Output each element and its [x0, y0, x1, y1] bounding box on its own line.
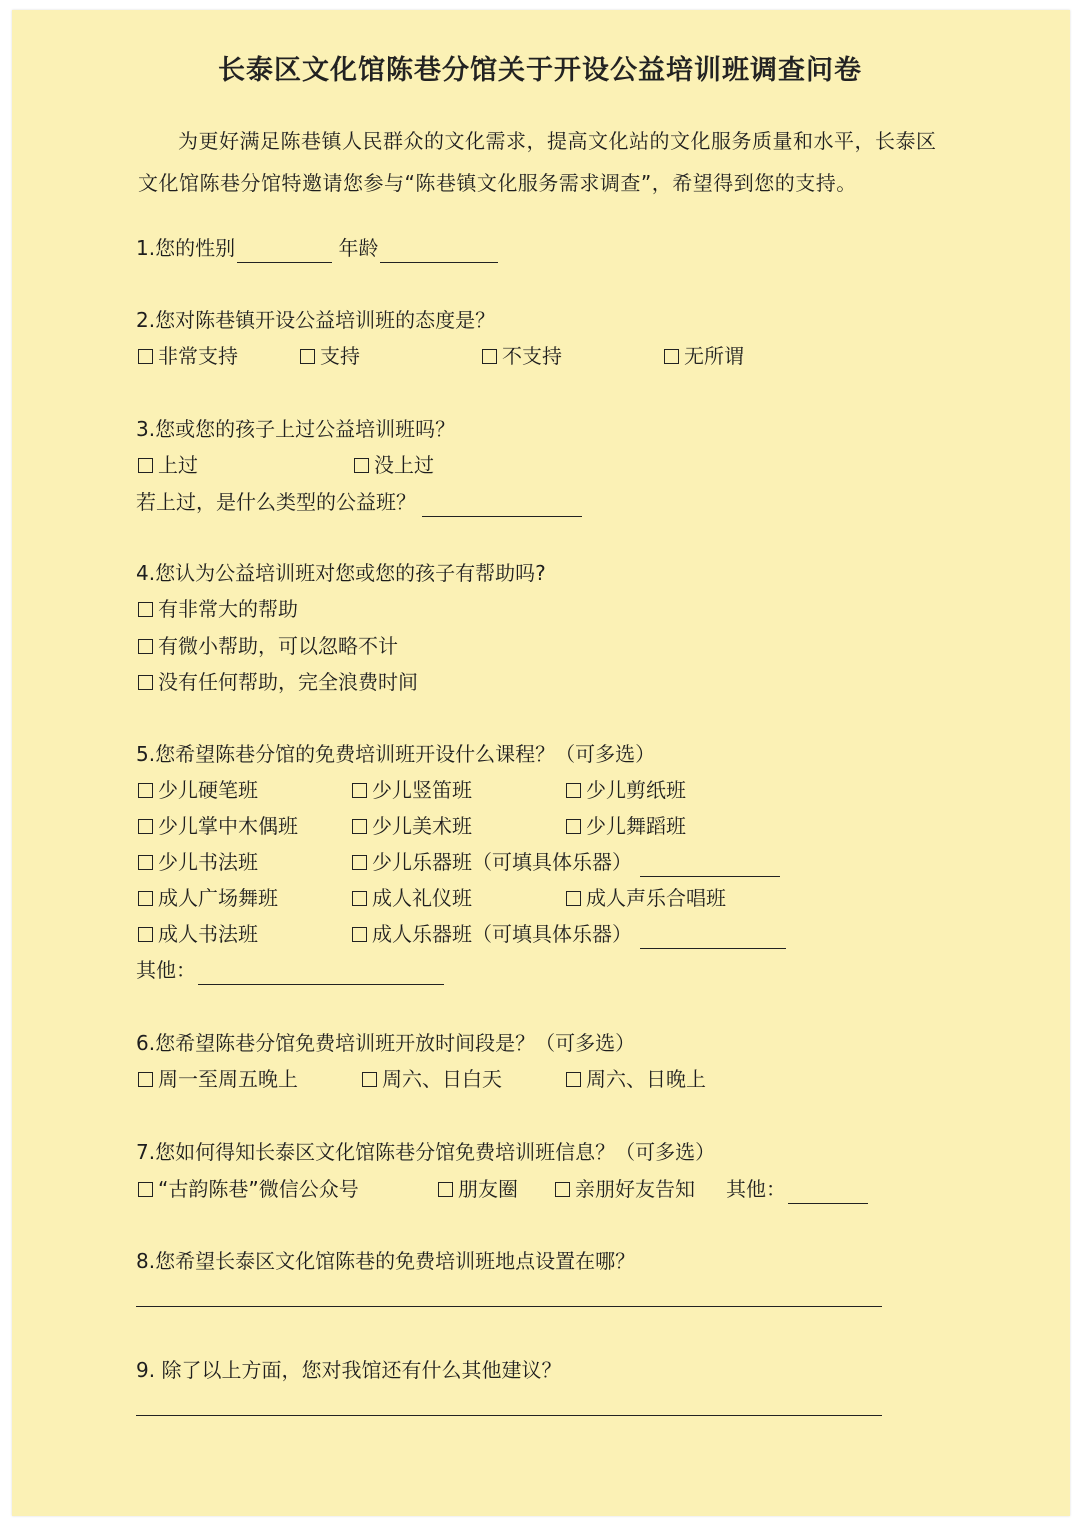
question-5-label: 5.您希望陈巷分馆的免费培训班开设什么课程？（可多选）	[136, 742, 656, 766]
q5-other-blank[interactable]	[198, 962, 444, 985]
checkbox[interactable]	[138, 1182, 153, 1197]
class-type-blank[interactable]	[422, 494, 582, 517]
checkbox[interactable]	[482, 349, 497, 364]
question-4-label: 4.您认为公益培训班对您或您的孩子有帮助吗?	[136, 561, 546, 585]
q2-option[interactable]: 支持	[300, 341, 360, 371]
checkbox[interactable]	[362, 1072, 377, 1087]
q7-option[interactable]: “古韵陈巷”微信公众号	[138, 1174, 359, 1204]
checkbox[interactable]	[438, 1182, 453, 1197]
checkbox[interactable]	[138, 458, 153, 473]
checkbox[interactable]	[352, 927, 367, 942]
checkbox[interactable]	[352, 783, 367, 798]
question-3-label: 3.您或您的孩子上过公益培训班吗？	[136, 417, 456, 441]
q3-option[interactable]: 上过	[138, 450, 198, 480]
q5-option[interactable]: 少儿硬笔班	[138, 775, 258, 805]
checkbox[interactable]	[138, 602, 153, 617]
q5-option[interactable]: 成人声乐合唱班	[566, 883, 726, 913]
checkbox[interactable]	[352, 891, 367, 906]
checkbox[interactable]	[138, 783, 153, 798]
q4-option[interactable]: 有非常大的帮助	[138, 594, 298, 624]
q4-option[interactable]: 有微小帮助，可以忽略不计	[138, 631, 398, 661]
checkbox[interactable]	[138, 349, 153, 364]
q6-option[interactable]: 周六、日晚上	[566, 1064, 706, 1094]
q5-option[interactable]: 少儿书法班	[138, 847, 258, 877]
intro-paragraph: 为更好满足陈巷镇人民群众的文化需求，提高文化站的文化服务质量和水平，长泰区文化馆陈巷分馆特邀请您参与“陈巷镇文化服务需求调查”，希望得到您的支持。	[138, 129, 937, 195]
q5-option[interactable]: 少儿剪纸班	[566, 775, 686, 805]
q3-follow-up: 若上过，是什么类型的公益班？	[136, 487, 582, 517]
q7-option[interactable]: 朋友圈	[438, 1174, 518, 1204]
age-label: 年龄	[338, 236, 379, 260]
page-title: 长泰区文化馆陈巷分馆关于开设公益培训班调查问卷	[218, 55, 862, 86]
q5-option[interactable]: 成人书法班	[138, 919, 258, 949]
q2-option[interactable]: 无所谓	[664, 341, 744, 371]
gender-blank[interactable]	[237, 240, 332, 263]
checkbox[interactable]	[300, 349, 315, 364]
q7-other-blank[interactable]	[788, 1181, 868, 1204]
checkbox[interactable]	[566, 819, 581, 834]
q5-option[interactable]: 少儿舞蹈班	[566, 811, 686, 841]
q5-option[interactable]: 成人广场舞班	[138, 883, 278, 913]
checkbox[interactable]	[566, 891, 581, 906]
checkbox[interactable]	[354, 458, 369, 473]
q2-option[interactable]: 不支持	[482, 341, 562, 371]
q6-option[interactable]: 周六、日白天	[362, 1064, 502, 1094]
q3-option[interactable]: 没上过	[354, 450, 434, 480]
q5-option[interactable]: 少儿乐器班（可填具体乐器）	[352, 847, 780, 877]
q8-answer-line[interactable]	[136, 1306, 882, 1307]
q5-option[interactable]: 成人乐器班（可填具体乐器）	[352, 919, 786, 949]
q4-option[interactable]: 没有任何帮助，完全浪费时间	[138, 667, 418, 697]
checkbox[interactable]	[138, 639, 153, 654]
checkbox[interactable]	[566, 1072, 581, 1087]
age-blank[interactable]	[380, 240, 498, 263]
question-9-label: 9. 除了以上方面，您对我馆还有什么其他建议？	[136, 1358, 562, 1382]
checkbox[interactable]	[352, 855, 367, 870]
checkbox[interactable]	[555, 1182, 570, 1197]
checkbox[interactable]	[664, 349, 679, 364]
q5-other: 其他：	[136, 955, 444, 985]
checkbox[interactable]	[138, 819, 153, 834]
adult-instrument-blank[interactable]	[640, 926, 786, 949]
q5-option[interactable]: 少儿美术班	[352, 811, 472, 841]
checkbox[interactable]	[138, 1072, 153, 1087]
checkbox[interactable]	[566, 783, 581, 798]
q6-option[interactable]: 周一至周五晚上	[138, 1064, 298, 1094]
child-instrument-blank[interactable]	[640, 854, 780, 877]
q7-other: 其他：	[726, 1174, 868, 1204]
q9-answer-line[interactable]	[136, 1415, 882, 1416]
checkbox[interactable]	[138, 927, 153, 942]
q2-option[interactable]: 非常支持	[138, 341, 238, 371]
gender-label: 1.您的性别	[136, 236, 236, 260]
checkbox[interactable]	[138, 891, 153, 906]
q5-option[interactable]: 少儿掌中木偶班	[138, 811, 298, 841]
checkbox[interactable]	[138, 675, 153, 690]
q7-option[interactable]: 亲朋好友告知	[555, 1174, 695, 1204]
checkbox[interactable]	[138, 855, 153, 870]
q5-option[interactable]: 成人礼仪班	[352, 883, 472, 913]
question-8-label: 8.您希望长泰区文化馆陈巷的免费培训班地点设置在哪？	[136, 1249, 636, 1273]
question-6-label: 6.您希望陈巷分馆免费培训班开放时间段是？（可多选）	[136, 1031, 636, 1055]
q5-option[interactable]: 少儿竖笛班	[352, 775, 472, 805]
question-7-label: 7.您如何得知长泰区文化馆陈巷分馆免费培训班信息？（可多选）	[136, 1140, 716, 1164]
checkbox[interactable]	[352, 819, 367, 834]
question-2-label: 2.您对陈巷镇开设公益培训班的态度是？	[136, 308, 496, 332]
question-1	[136, 233, 498, 263]
